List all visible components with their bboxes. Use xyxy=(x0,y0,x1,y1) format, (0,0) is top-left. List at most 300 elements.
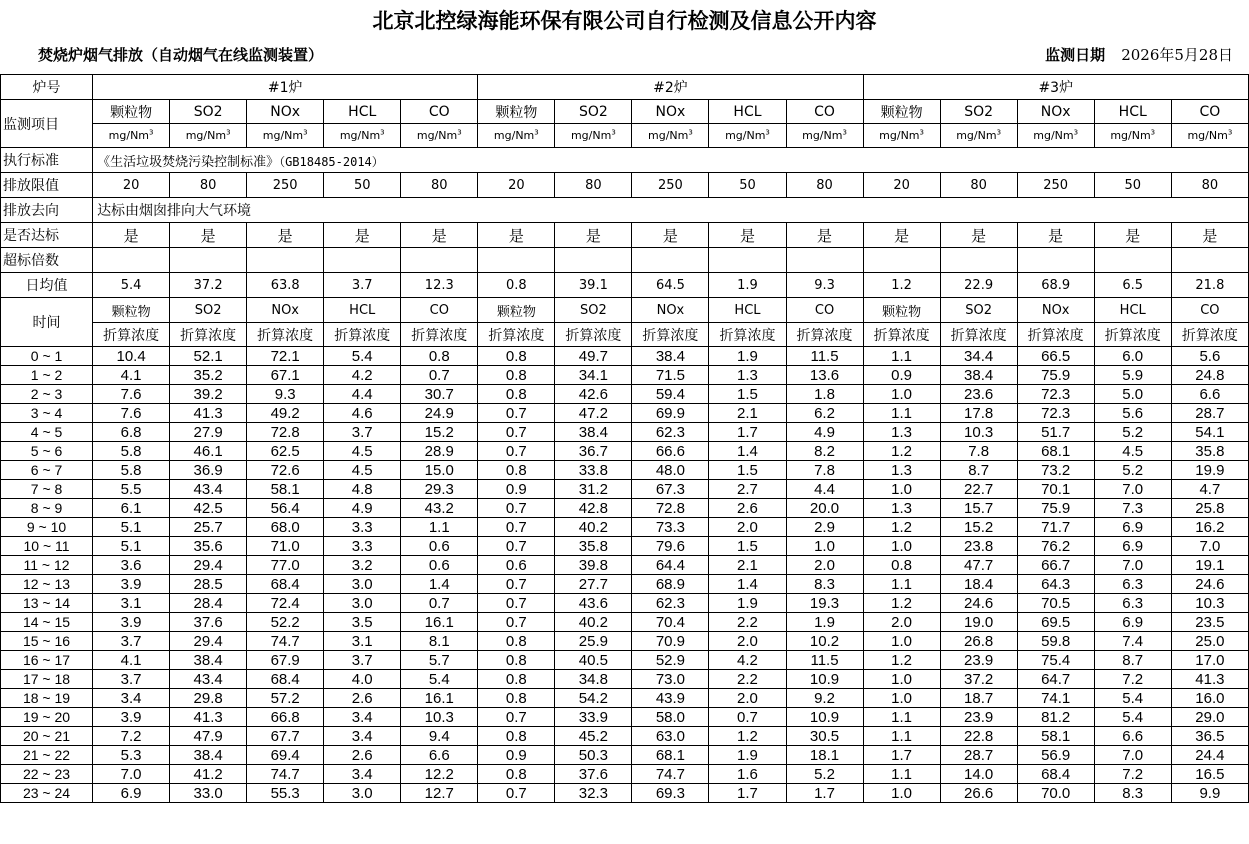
hour-value: 4.9 xyxy=(324,499,401,518)
table-row xyxy=(1,423,1249,442)
hour-value: 5.2 xyxy=(1094,461,1171,480)
hour-value: 68.1 xyxy=(1017,442,1094,461)
hour-value: 6.3 xyxy=(1094,594,1171,613)
exceed-label: 超标倍数 xyxy=(1,248,93,273)
hour-value: 2.6 xyxy=(324,746,401,765)
hour-value: 1.2 xyxy=(863,442,940,461)
unit-superscript: 3 xyxy=(380,128,385,137)
hour-value: 43.6 xyxy=(555,594,632,613)
hour-value: 37.2 xyxy=(940,670,1017,689)
hour-value: 11.5 xyxy=(786,347,863,366)
exceed-value xyxy=(709,248,786,273)
hour-value: 2.0 xyxy=(709,689,786,708)
unit-superscript: 3 xyxy=(457,128,462,137)
compliance-value: 是 xyxy=(863,223,940,248)
daily-value: 12.3 xyxy=(401,273,478,298)
unit-row xyxy=(1,124,1249,148)
hour-value: 30.5 xyxy=(786,727,863,746)
hour-value: 4.5 xyxy=(324,461,401,480)
hour-value: 5.9 xyxy=(1094,366,1171,385)
hour-value: 23.6 xyxy=(940,385,1017,404)
hour-value: 4.9 xyxy=(786,423,863,442)
hour-value: 1.9 xyxy=(709,746,786,765)
limit-value: 80 xyxy=(940,173,1017,198)
hour-value: 2.2 xyxy=(709,670,786,689)
hour-value: 72.6 xyxy=(247,461,324,480)
hour-value: 0.9 xyxy=(863,366,940,385)
hour-value: 1.0 xyxy=(863,784,940,803)
hour-value: 34.4 xyxy=(940,347,1017,366)
hour-value: 20.0 xyxy=(786,499,863,518)
hour-value: 27.9 xyxy=(170,423,247,442)
hour-value: 32.3 xyxy=(555,784,632,803)
hour-value: 62.3 xyxy=(632,594,709,613)
destination-row xyxy=(1,198,1249,223)
hour-value: 31.2 xyxy=(555,480,632,499)
hour-value: 75.9 xyxy=(1017,499,1094,518)
hour-value: 29.4 xyxy=(170,632,247,651)
hour-value: 1.7 xyxy=(863,746,940,765)
hour-value: 26.8 xyxy=(940,632,1017,651)
unit-superscript: 3 xyxy=(1150,128,1156,137)
hour-value: 52.9 xyxy=(632,651,709,670)
hour-value: 56.9 xyxy=(1017,746,1094,765)
pollutant-name: 颗粒物 xyxy=(863,298,940,323)
hour-value: 2.0 xyxy=(786,556,863,575)
pollutant-name: SO2 xyxy=(555,100,632,124)
limit-value: 20 xyxy=(93,173,170,198)
unit-text: mg/Nm xyxy=(185,129,227,142)
hour-value: 16.1 xyxy=(401,689,478,708)
hour-value: 71.7 xyxy=(1017,518,1094,537)
unit-cell xyxy=(863,124,940,148)
hour-value: 5.6 xyxy=(1171,347,1248,366)
unit-superscript: 3 xyxy=(226,128,231,137)
converted-label: 折算浓度 xyxy=(940,323,1017,347)
hour-value: 12.7 xyxy=(401,784,478,803)
limit-value: 80 xyxy=(1171,173,1248,198)
unit-superscript: 3 xyxy=(996,128,1002,137)
hour-value: 28.5 xyxy=(170,575,247,594)
daily-label: 日均值 xyxy=(1,273,93,298)
destination-value: 达标由烟囱排向大气环境 xyxy=(93,198,1249,223)
hour-value: 1.4 xyxy=(709,575,786,594)
hour-value: 2.0 xyxy=(709,518,786,537)
hour-value: 4.1 xyxy=(93,366,170,385)
hourly-pollutant-row xyxy=(1,298,1249,323)
hour-value: 68.4 xyxy=(247,575,324,594)
hour-value: 7.2 xyxy=(1094,670,1171,689)
pollutant-name: CO xyxy=(786,100,863,124)
hour-value: 28.9 xyxy=(401,442,478,461)
unit-text: mg/Nm xyxy=(108,129,150,142)
pollutant-name: SO2 xyxy=(940,100,1017,124)
unit-text: mg/Nm xyxy=(725,129,766,142)
hour-value: 1.9 xyxy=(709,594,786,613)
pollutant-name: 颗粒物 xyxy=(93,298,170,323)
limit-value: 50 xyxy=(1094,173,1171,198)
hour-value: 25.8 xyxy=(1171,499,1248,518)
hour-value: 7.0 xyxy=(1094,556,1171,575)
hour-value: 0.8 xyxy=(863,556,940,575)
daily-value: 64.5 xyxy=(632,273,709,298)
pollutant-name: SO2 xyxy=(170,298,247,323)
compliance-row xyxy=(1,223,1249,248)
hour-value: 70.9 xyxy=(632,632,709,651)
hour-value: 24.8 xyxy=(1171,366,1248,385)
hour-value: 3.5 xyxy=(324,613,401,632)
hour-value: 22.8 xyxy=(940,727,1017,746)
hour-value: 39.8 xyxy=(555,556,632,575)
unit-superscript: 3 xyxy=(842,128,847,137)
daily-value: 5.4 xyxy=(93,273,170,298)
hour-value: 5.1 xyxy=(93,518,170,537)
hour-value: 25.9 xyxy=(555,632,632,651)
hour-value: 1.0 xyxy=(863,632,940,651)
time-label: 时间 xyxy=(1,298,93,347)
exceed-value xyxy=(247,248,324,273)
table-row xyxy=(1,708,1249,727)
hour-label: 8 ~ 9 xyxy=(1,499,93,518)
hour-label: 11 ~ 12 xyxy=(1,556,93,575)
hour-value: 0.8 xyxy=(478,632,555,651)
hour-value: 15.7 xyxy=(940,499,1017,518)
hour-value: 9.4 xyxy=(401,727,478,746)
hour-value: 3.4 xyxy=(93,689,170,708)
hour-value: 3.3 xyxy=(324,518,401,537)
hour-value: 1.0 xyxy=(863,480,940,499)
compliance-value: 是 xyxy=(555,223,632,248)
hour-value: 4.8 xyxy=(324,480,401,499)
hour-value: 5.4 xyxy=(1094,708,1171,727)
furnace-header: #3炉 xyxy=(863,75,1248,100)
hour-value: 14.0 xyxy=(940,765,1017,784)
hour-value: 73.2 xyxy=(1017,461,1094,480)
unit-cell xyxy=(786,124,863,148)
hour-value: 27.7 xyxy=(555,575,632,594)
hour-value: 58.1 xyxy=(1017,727,1094,746)
furnace-header: #2炉 xyxy=(478,75,863,100)
hour-value: 7.0 xyxy=(1171,537,1248,556)
hour-value: 1.3 xyxy=(709,366,786,385)
table-row xyxy=(1,537,1249,556)
hour-value: 28.4 xyxy=(170,594,247,613)
hour-value: 18.1 xyxy=(786,746,863,765)
pollutant-name: SO2 xyxy=(555,298,632,323)
hour-value: 1.0 xyxy=(863,537,940,556)
unit-cell xyxy=(401,124,478,148)
hour-value: 33.9 xyxy=(555,708,632,727)
daily-value: 1.2 xyxy=(863,273,940,298)
hour-value: 1.2 xyxy=(863,518,940,537)
pollutant-name: 颗粒物 xyxy=(478,298,555,323)
hour-value: 1.6 xyxy=(709,765,786,784)
daily-value: 21.8 xyxy=(1171,273,1248,298)
hour-value: 66.5 xyxy=(1017,347,1094,366)
hour-value: 10.4 xyxy=(93,347,170,366)
pollutant-name: 颗粒物 xyxy=(478,100,555,124)
hour-value: 4.2 xyxy=(709,651,786,670)
hour-label: 12 ~ 13 xyxy=(1,575,93,594)
hour-value: 48.0 xyxy=(632,461,709,480)
page-title: 北京北控绿海能环保有限公司自行检测及信息公开内容 xyxy=(372,9,877,33)
hour-value: 62.3 xyxy=(632,423,709,442)
table-row xyxy=(1,556,1249,575)
limit-value: 250 xyxy=(1017,173,1094,198)
hour-value: 8.2 xyxy=(786,442,863,461)
hour-value: 7.6 xyxy=(93,404,170,423)
hour-value: 35.2 xyxy=(170,366,247,385)
hour-value: 24.9 xyxy=(401,404,478,423)
table-row xyxy=(1,784,1249,803)
unit-cell xyxy=(632,124,709,148)
compliance-value: 是 xyxy=(478,223,555,248)
report-subtitle: 焚烧炉烟气排放（自动烟气在线监测装置） xyxy=(38,46,324,64)
unit-text: mg/Nm xyxy=(802,129,843,142)
unit-text: mg/Nm xyxy=(339,129,381,142)
unit-cell xyxy=(247,124,324,148)
converted-label: 折算浓度 xyxy=(863,323,940,347)
hour-value: 6.2 xyxy=(786,404,863,423)
hour-value: 73.0 xyxy=(632,670,709,689)
hour-value: 35.8 xyxy=(1171,442,1248,461)
hour-value: 7.0 xyxy=(1094,480,1171,499)
converted-label: 折算浓度 xyxy=(632,323,709,347)
standard-value xyxy=(93,148,1249,173)
limit-value: 80 xyxy=(401,173,478,198)
hour-value: 4.5 xyxy=(324,442,401,461)
pollutant-name: NOx xyxy=(247,100,324,124)
hour-value: 18.7 xyxy=(940,689,1017,708)
table-row xyxy=(1,613,1249,632)
hour-value: 57.2 xyxy=(247,689,324,708)
hour-value: 6.6 xyxy=(401,746,478,765)
hour-value: 76.2 xyxy=(1017,537,1094,556)
hour-value: 67.7 xyxy=(247,727,324,746)
hour-value: 42.8 xyxy=(555,499,632,518)
hour-value: 17.0 xyxy=(1171,651,1248,670)
table-row xyxy=(1,366,1249,385)
hour-value: 8.3 xyxy=(1094,784,1171,803)
hour-value: 7.0 xyxy=(1094,746,1171,765)
unit-text: mg/Nm xyxy=(416,129,458,142)
hour-value: 9.2 xyxy=(786,689,863,708)
converted-row xyxy=(1,323,1249,347)
hour-label: 7 ~ 8 xyxy=(1,480,93,499)
hour-value: 8.7 xyxy=(940,461,1017,480)
hour-label: 9 ~ 10 xyxy=(1,518,93,537)
hour-value: 79.6 xyxy=(632,537,709,556)
pollutant-name: 颗粒物 xyxy=(93,100,170,124)
exceed-value xyxy=(478,248,555,273)
hour-value: 28.7 xyxy=(1171,404,1248,423)
pollutant-name: NOx xyxy=(1017,298,1094,323)
hour-value: 4.1 xyxy=(93,651,170,670)
hour-value: 16.0 xyxy=(1171,689,1248,708)
pollutant-name: CO xyxy=(786,298,863,323)
unit-superscript: 3 xyxy=(1227,128,1233,137)
unit-cell xyxy=(324,124,401,148)
hour-value: 59.8 xyxy=(1017,632,1094,651)
hour-value: 1.7 xyxy=(786,784,863,803)
hour-value: 40.2 xyxy=(555,613,632,632)
pollutant-name: HCL xyxy=(1094,298,1171,323)
hour-value: 71.5 xyxy=(632,366,709,385)
hour-value: 5.6 xyxy=(1094,404,1171,423)
daily-value: 0.8 xyxy=(478,273,555,298)
pollutant-name: HCL xyxy=(324,100,401,124)
hour-value: 69.9 xyxy=(632,404,709,423)
daily-value: 6.5 xyxy=(1094,273,1171,298)
hour-value: 35.8 xyxy=(555,537,632,556)
converted-label: 折算浓度 xyxy=(1171,323,1248,347)
unit-text: mg/Nm xyxy=(1110,129,1151,142)
hour-value: 69.4 xyxy=(247,746,324,765)
limit-value: 20 xyxy=(478,173,555,198)
furnace-no-label: 炉号 xyxy=(1,75,93,100)
pollutant-name: SO2 xyxy=(940,298,1017,323)
table-row xyxy=(1,727,1249,746)
hour-value: 40.5 xyxy=(555,651,632,670)
hour-value: 8.3 xyxy=(786,575,863,594)
table-row xyxy=(1,480,1249,499)
converted-label: 折算浓度 xyxy=(324,323,401,347)
hour-value: 16.1 xyxy=(401,613,478,632)
limit-value: 80 xyxy=(786,173,863,198)
limit-value: 50 xyxy=(324,173,401,198)
table-row xyxy=(1,670,1249,689)
hour-value: 23.9 xyxy=(940,651,1017,670)
hour-value: 34.8 xyxy=(555,670,632,689)
limit-label: 排放限值 xyxy=(1,173,93,198)
hour-value: 29.0 xyxy=(1171,708,1248,727)
hour-value: 41.3 xyxy=(170,404,247,423)
daily-value: 1.9 xyxy=(709,273,786,298)
hour-value: 43.4 xyxy=(170,480,247,499)
exceed-value xyxy=(632,248,709,273)
hour-value: 74.1 xyxy=(1017,689,1094,708)
hour-value: 12.2 xyxy=(401,765,478,784)
hour-value: 5.1 xyxy=(93,537,170,556)
hour-value: 1.1 xyxy=(401,518,478,537)
hour-value: 38.4 xyxy=(170,746,247,765)
hour-value: 11.5 xyxy=(786,651,863,670)
hour-value: 19.9 xyxy=(1171,461,1248,480)
converted-label: 折算浓度 xyxy=(555,323,632,347)
standard-code: （GB18485-2014） xyxy=(279,154,384,169)
hour-value: 49.2 xyxy=(247,404,324,423)
hour-value: 59.4 xyxy=(632,385,709,404)
hour-value: 6.9 xyxy=(93,784,170,803)
hour-value: 1.1 xyxy=(863,708,940,727)
hour-value: 7.8 xyxy=(786,461,863,480)
hour-value: 26.6 xyxy=(940,784,1017,803)
limit-value: 20 xyxy=(863,173,940,198)
hour-value: 0.7 xyxy=(478,404,555,423)
hour-value: 24.4 xyxy=(1171,746,1248,765)
hour-value: 29.8 xyxy=(170,689,247,708)
compliance-value: 是 xyxy=(401,223,478,248)
hour-value: 3.4 xyxy=(324,727,401,746)
hour-value: 17.8 xyxy=(940,404,1017,423)
hour-value: 30.7 xyxy=(401,385,478,404)
pollutant-name: CO xyxy=(401,100,478,124)
hour-value: 0.7 xyxy=(478,708,555,727)
hour-value: 0.8 xyxy=(478,727,555,746)
hour-value: 1.0 xyxy=(863,670,940,689)
hour-value: 2.0 xyxy=(709,632,786,651)
hour-label: 23 ~ 24 xyxy=(1,784,93,803)
table-row xyxy=(1,746,1249,765)
converted-label: 折算浓度 xyxy=(1094,323,1171,347)
pollutant-name: CO xyxy=(401,298,478,323)
hour-value: 43.4 xyxy=(170,670,247,689)
converted-label: 折算浓度 xyxy=(786,323,863,347)
hour-value: 1.9 xyxy=(786,613,863,632)
hour-value: 37.6 xyxy=(555,765,632,784)
hour-value: 2.1 xyxy=(709,404,786,423)
compliance-value: 是 xyxy=(1017,223,1094,248)
hour-value: 2.2 xyxy=(709,613,786,632)
hour-value: 70.5 xyxy=(1017,594,1094,613)
unit-text: mg/Nm xyxy=(648,129,689,142)
hour-value: 6.8 xyxy=(93,423,170,442)
unit-text: mg/Nm xyxy=(262,129,304,142)
unit-text: mg/Nm xyxy=(570,129,612,142)
hour-value: 25.0 xyxy=(1171,632,1248,651)
compliance-value: 是 xyxy=(632,223,709,248)
hour-label: 21 ~ 22 xyxy=(1,746,93,765)
hour-value: 5.4 xyxy=(401,670,478,689)
hour-value: 72.4 xyxy=(247,594,324,613)
hour-value: 3.4 xyxy=(324,765,401,784)
unit-cell xyxy=(940,124,1017,148)
furnace-header-row xyxy=(1,75,1249,100)
hour-value: 7.6 xyxy=(93,385,170,404)
hour-value: 1.4 xyxy=(709,442,786,461)
hour-value: 0.7 xyxy=(478,423,555,442)
emission-table xyxy=(0,74,1249,803)
table-row xyxy=(1,461,1249,480)
hour-value: 22.7 xyxy=(940,480,1017,499)
hour-value: 3.7 xyxy=(324,423,401,442)
unit-cell xyxy=(709,124,786,148)
hour-value: 19.1 xyxy=(1171,556,1248,575)
hour-value: 36.7 xyxy=(555,442,632,461)
daily-value: 68.9 xyxy=(1017,273,1094,298)
hour-value: 45.2 xyxy=(555,727,632,746)
hour-value: 5.8 xyxy=(93,442,170,461)
exceed-value xyxy=(401,248,478,273)
hour-value: 0.9 xyxy=(478,480,555,499)
hour-value: 1.5 xyxy=(709,537,786,556)
hour-value: 38.4 xyxy=(632,347,709,366)
hour-value: 0.8 xyxy=(478,347,555,366)
unit-cell xyxy=(93,124,170,148)
hour-value: 1.8 xyxy=(786,385,863,404)
hour-value: 3.7 xyxy=(93,670,170,689)
pollutant-name: HCL xyxy=(1094,100,1171,124)
hour-value: 1.4 xyxy=(401,575,478,594)
unit-text: mg/Nm xyxy=(493,129,535,142)
hour-value: 29.4 xyxy=(170,556,247,575)
table-row xyxy=(1,765,1249,784)
limit-row xyxy=(1,173,1249,198)
hour-value: 3.3 xyxy=(324,537,401,556)
hour-value: 3.4 xyxy=(324,708,401,727)
hour-value: 24.6 xyxy=(940,594,1017,613)
daily-average-row xyxy=(1,273,1249,298)
